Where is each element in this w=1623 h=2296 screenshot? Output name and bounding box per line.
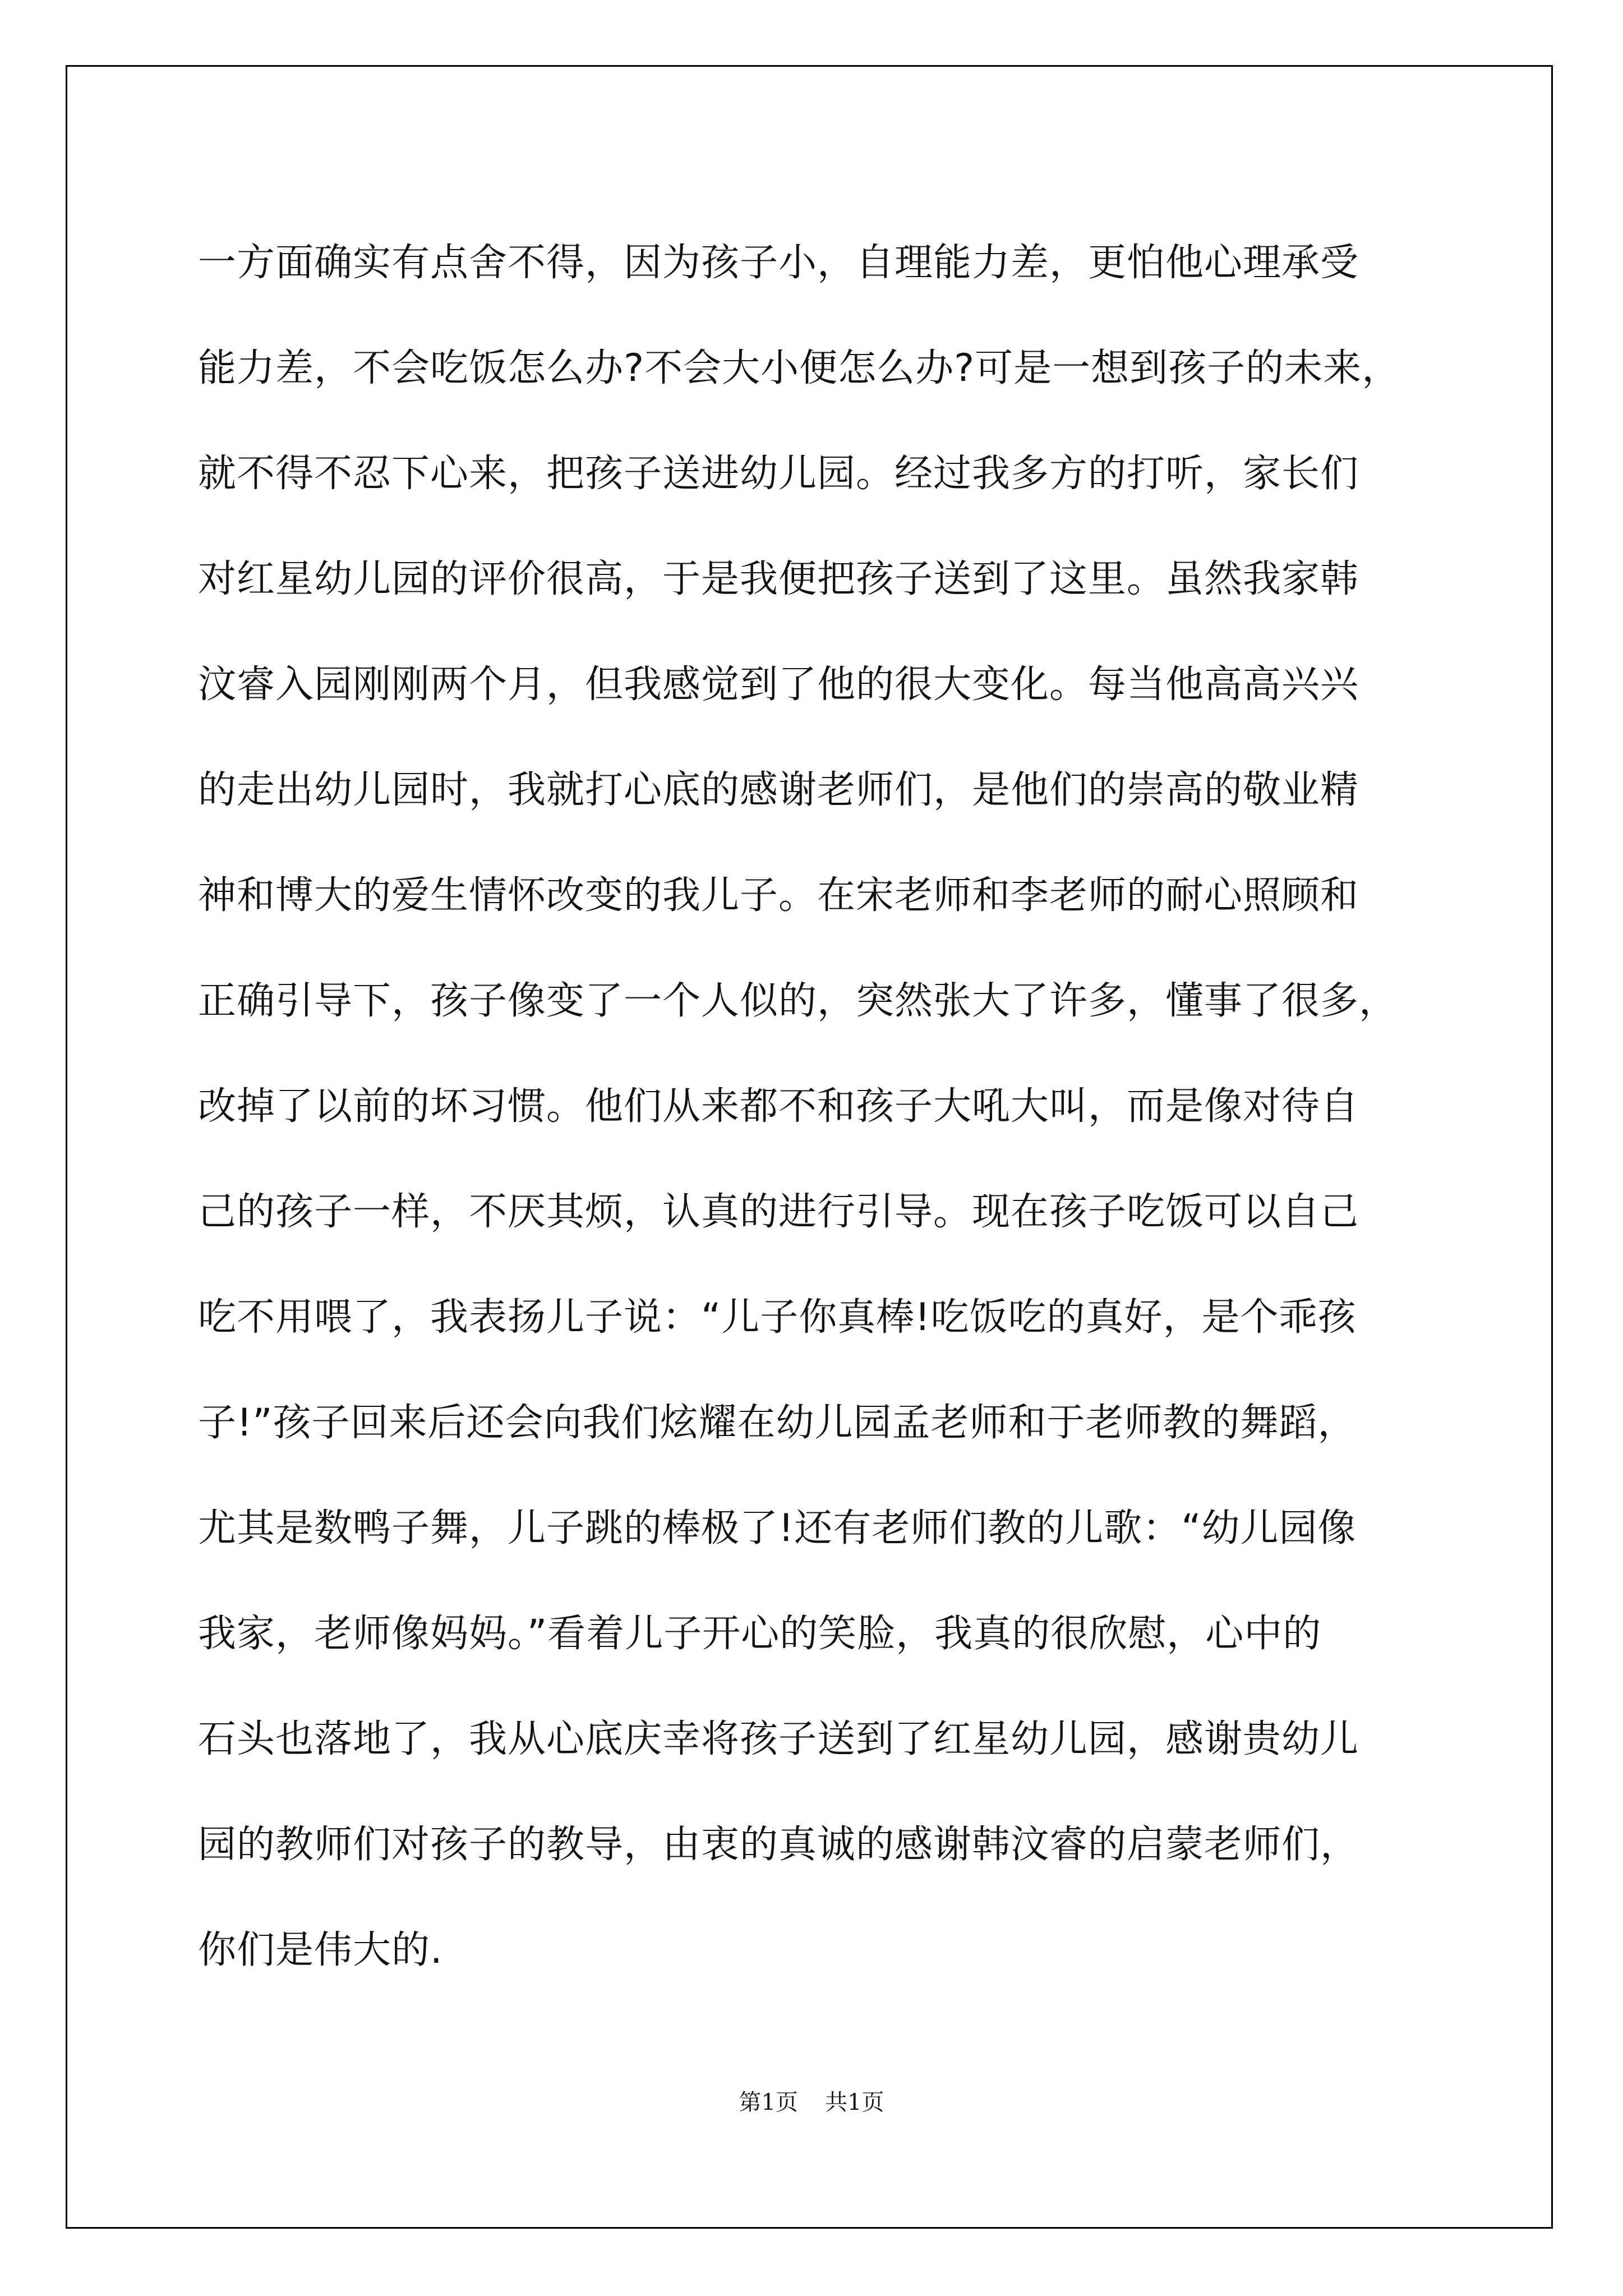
text-line-8: 正确引导下，孩子像变了一个人似的，突然张大了许多，懂事了很多， (198, 979, 1398, 1023)
text-line-17: 你们是伟大的. (198, 1928, 443, 1972)
text-line-2: 能力差，不会吃饭怎么办?不会大小便怎么办?可是一想到孩子的未来， (198, 346, 1401, 390)
page-footer (0, 2086, 1623, 2119)
text-line-6: 的走出幼儿园时，我就打心底的感谢老师们，是他们的崇高的敬业精 (198, 768, 1359, 812)
text-line-3: 就不得不忍下心来，把孩子送进幼儿园。经过我多方的打听，家长们 (198, 452, 1359, 496)
text-line-1: 一方面确实有点舍不得，因为孩子小，自理能力差，更怕他心理承受 (198, 241, 1359, 285)
text-line-10: 己的孩子一样，不厌其烦，认真的进行引导。现在孩子吃饭可以自己 (198, 1190, 1359, 1234)
text-line-5: 汶睿入园刚刚两个月，但我感觉到了他的很大变化。每当他高高兴兴 (198, 662, 1359, 707)
page-number-current: 第1页 (739, 2090, 798, 2115)
text-line-12: 子!”孩子回来后还会向我们炫耀在幼儿园孟老师和于老师教的舞蹈， (198, 1401, 1357, 1445)
text-line-7: 神和博大的爱生情怀改变的我儿子。在宋老师和李老师的耐心照顾和 (198, 873, 1359, 918)
text-line-16: 园的教师们对孩子的教导，由衷的真诚的感谢韩汶睿的启蒙老师们， (198, 1823, 1359, 1867)
text-line-4: 对红星幼儿园的评价很高，于是我便把孩子送到了这里。虽然我家韩 (198, 557, 1359, 601)
page-number-total: 共1页 (825, 2090, 884, 2115)
text-line-14: 我家，老师像妈妈。”看着儿子开心的笑脸，我真的很欣慰，心中的 (198, 1612, 1322, 1656)
text-line-9: 改掉了以前的坏习惯。他们从来都不和孩子大吼大叫，而是像对待自 (198, 1084, 1359, 1129)
text-line-13: 尤其是数鸭子舞，儿子跳的棒极了!还有老师们教的儿歌：“幼儿园像 (198, 1506, 1357, 1550)
document-body (198, 210, 1432, 2003)
text-line-15: 石头也落地了，我从心底庆幸将孩子送到了红星幼儿园，感谢贵幼儿 (198, 1717, 1359, 1761)
text-line-11: 吃不用喂了，我表扬儿子说：“儿子你真棒!吃饭吃的真好，是个乖孩 (198, 1295, 1357, 1340)
